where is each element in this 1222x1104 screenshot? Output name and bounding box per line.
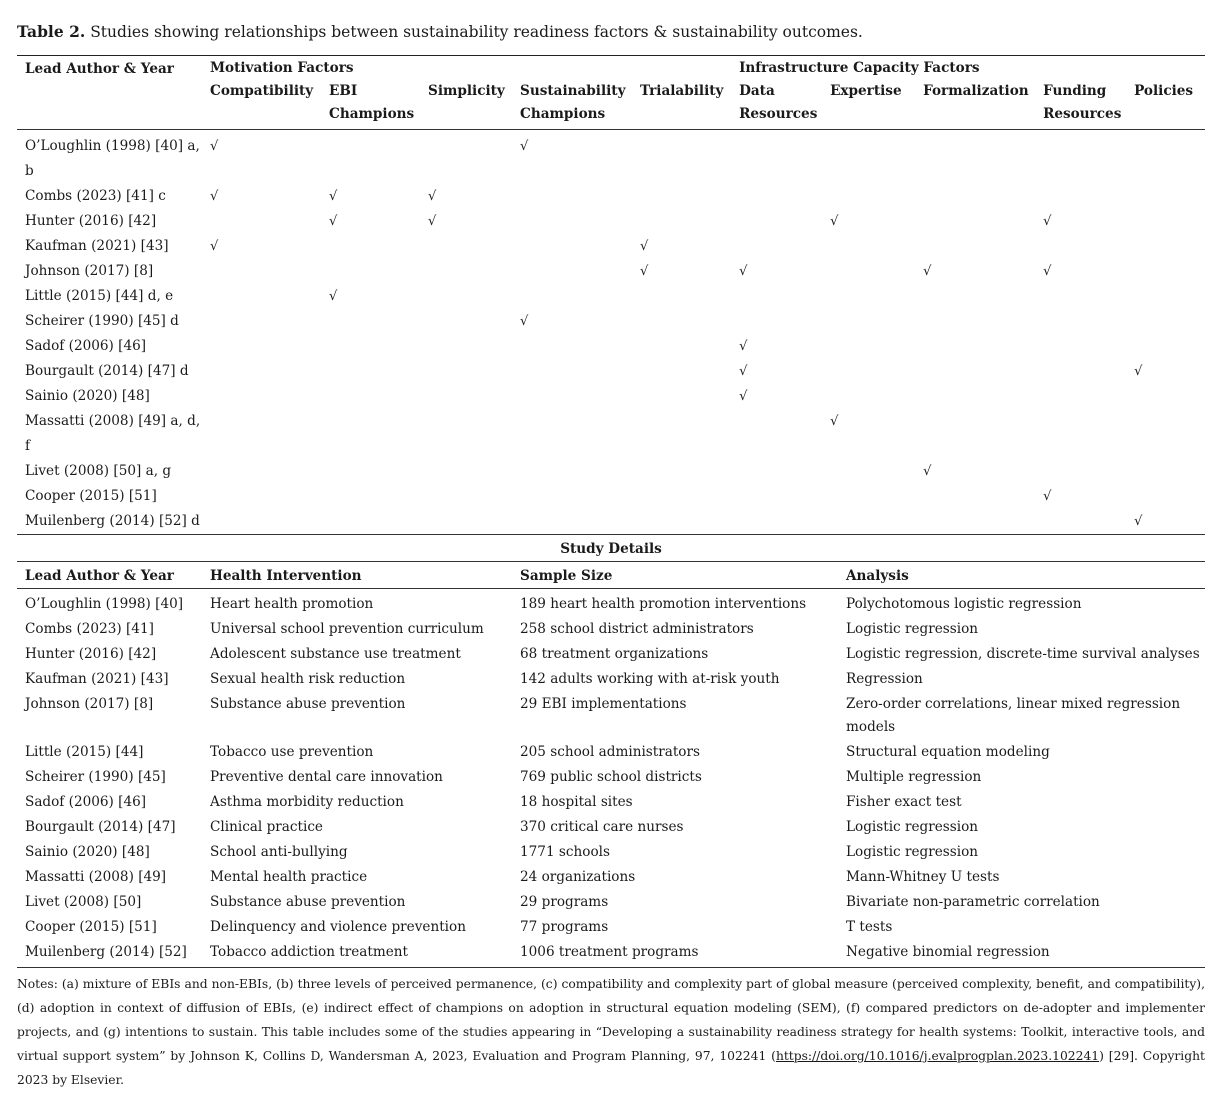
table-notes <box>17 972 1205 1092</box>
check-cell <box>420 384 512 409</box>
check-cell <box>321 284 420 309</box>
check-cell <box>202 509 321 534</box>
check-cell <box>822 384 915 409</box>
table-row <box>17 765 1205 790</box>
check-cell <box>202 209 321 234</box>
check-cell <box>420 209 512 234</box>
check-cell <box>512 209 632 234</box>
check-cell <box>321 384 420 409</box>
check-cell <box>632 509 731 534</box>
study-details-cell: Bourgault (2014) [47] <box>25 819 176 835</box>
check-cell <box>1126 509 1205 534</box>
notes-text: Notes: (a) mixture of EBIs and non-EBIs, (b) three levels of perceived permanence, (c) compatibility and complexity part of global measure (perceived complexity, benefit, and compatibility), (d) adoption in context of diffusion of EBIs, (e) indirect effect of champions on adoption in structural equation modeling (SEM), (f) compared predictors on de-adopter and implementer projects, and (g) intentions to sustain. This table includes some of the studies appearing in “Developing a sustainability readiness strategy for health systems: Toolkit, interactive tools, and virtual support system” by Johnson K, Collins D, Wandersman A, 2023, Evaluation and Program Planning, 97, 102241 ( <box>17 977 1205 1063</box>
check-cell <box>915 509 1035 534</box>
check-cell <box>321 334 420 359</box>
check-cell <box>1035 509 1126 534</box>
study-details-cell: Mental health practice <box>210 869 368 885</box>
check-mark-icon: √ <box>329 289 338 304</box>
check-cell <box>632 459 731 484</box>
check-cell <box>731 459 822 484</box>
check-mark-icon: √ <box>640 239 649 254</box>
check-mark-icon: √ <box>739 364 748 379</box>
check-mark-icon: √ <box>923 464 932 479</box>
check-cell <box>1126 209 1205 234</box>
check-cell <box>512 334 632 359</box>
check-cell <box>321 484 420 509</box>
author-cell: Sainio (2020) [48] <box>25 388 150 404</box>
check-cell <box>512 509 632 534</box>
check-cell <box>420 459 512 484</box>
study-details-cell: Preventive dental care innovation <box>210 769 443 785</box>
check-cell <box>321 259 420 284</box>
check-cell <box>202 409 321 459</box>
check-mark-icon: √ <box>210 139 219 154</box>
factor-column-header: Simplicity <box>428 83 505 99</box>
study-details-cell: 370 critical care nurses <box>520 819 684 835</box>
check-mark-icon: √ <box>1043 264 1052 279</box>
check-cell <box>915 284 1035 309</box>
check-cell <box>822 484 915 509</box>
check-cell <box>822 459 915 484</box>
check-mark-icon: √ <box>1134 514 1143 529</box>
check-cell <box>731 309 822 334</box>
study-details-cell: Logistic regression <box>846 621 979 637</box>
bottom-rule <box>17 967 1205 968</box>
check-cell <box>915 184 1035 209</box>
check-cell <box>420 309 512 334</box>
check-cell <box>321 409 420 459</box>
check-cell <box>1126 359 1205 384</box>
author-cell: Combs (2023) [41] c <box>25 188 166 204</box>
check-cell <box>915 209 1035 234</box>
table-row <box>17 692 1205 740</box>
factor-column-header: Data Resources <box>739 83 818 122</box>
check-cell <box>202 134 321 184</box>
check-cell <box>915 334 1035 359</box>
table-row <box>17 334 1205 359</box>
check-cell <box>632 284 731 309</box>
check-cell <box>512 134 632 184</box>
check-cell <box>731 359 822 384</box>
study-details-table <box>17 562 1205 965</box>
study-details-cell: 68 treatment organizations <box>520 646 709 662</box>
check-cell <box>822 234 915 259</box>
check-cell <box>731 284 822 309</box>
check-cell <box>1126 459 1205 484</box>
table-row <box>17 865 1205 890</box>
author-cell: Livet (2008) [50] a, g <box>25 463 172 479</box>
check-cell <box>420 284 512 309</box>
check-cell <box>1126 334 1205 359</box>
study-details-cell: 77 programs <box>520 919 609 935</box>
table-caption-label: Table 2. <box>17 22 86 41</box>
check-cell <box>915 259 1035 284</box>
check-cell <box>202 359 321 384</box>
check-cell <box>512 184 632 209</box>
table-row <box>17 589 1205 618</box>
check-cell <box>1035 284 1126 309</box>
check-cell <box>420 359 512 384</box>
check-cell <box>632 409 731 459</box>
check-mark-icon: √ <box>329 189 338 204</box>
check-cell <box>1126 309 1205 334</box>
infrastructure-group-header: Infrastructure Capacity Factors <box>739 60 980 76</box>
check-mark-icon: √ <box>520 314 529 329</box>
study-details-cell: Combs (2023) [41] <box>25 621 154 637</box>
check-cell <box>915 359 1035 384</box>
study-details-cell: Little (2015) [44] <box>25 744 144 760</box>
check-cell <box>915 384 1035 409</box>
study-details-column-header: Lead Author & Year <box>25 568 174 584</box>
study-details-cell: Sexual health risk reduction <box>210 671 406 687</box>
check-mark-icon: √ <box>1043 214 1052 229</box>
author-cell: Kaufman (2021) [43] <box>25 238 169 254</box>
author-cell: Cooper (2015) [51] <box>25 488 157 504</box>
check-cell <box>1035 409 1126 459</box>
table-row <box>17 915 1205 940</box>
study-details-cell: Delinquency and violence prevention <box>210 919 466 935</box>
study-details-cell: Cooper (2015) [51] <box>25 919 157 935</box>
check-cell <box>420 134 512 184</box>
check-cell <box>1035 234 1126 259</box>
check-mark-icon: √ <box>1134 364 1143 379</box>
check-cell <box>731 134 822 184</box>
study-details-cell: Logistic regression <box>846 819 979 835</box>
check-mark-icon: √ <box>1043 489 1052 504</box>
check-cell <box>822 309 915 334</box>
check-cell <box>512 259 632 284</box>
check-cell <box>1035 359 1126 384</box>
study-details-body <box>17 589 1205 966</box>
table-caption-text: Studies showing relationships between sustainability readiness factors & sustainability outcomes. <box>85 23 863 41</box>
table-row <box>17 459 1205 484</box>
table-row <box>17 815 1205 840</box>
author-cell: Scheirer (1990) [45] d <box>25 313 179 329</box>
study-details-column-header: Health Intervention <box>210 568 362 584</box>
readiness-table-header <box>17 56 1205 130</box>
motivation-group-header: Motivation Factors <box>210 60 354 76</box>
readiness-factors-table <box>17 56 1205 534</box>
check-cell <box>731 184 822 209</box>
study-details-title: Study Details <box>560 541 662 557</box>
table-row <box>17 740 1205 765</box>
check-mark-icon: √ <box>923 264 932 279</box>
check-cell <box>1126 284 1205 309</box>
check-cell <box>321 184 420 209</box>
table-row <box>17 209 1205 234</box>
check-cell <box>632 334 731 359</box>
study-details-cell: O’Loughlin (1998) [40] <box>17 589 202 618</box>
check-cell <box>1126 184 1205 209</box>
check-cell <box>202 384 321 409</box>
check-cell <box>1126 484 1205 509</box>
check-mark-icon: √ <box>428 189 437 204</box>
study-details-cell: 1006 treatment programs <box>520 944 699 960</box>
check-cell <box>822 334 915 359</box>
check-cell <box>915 484 1035 509</box>
notes-text-end: ) [29]. Copyright 2023 by Elsevier. <box>17 1049 1205 1087</box>
study-details-cell: 29 EBI implementations <box>520 696 687 712</box>
check-mark-icon: √ <box>640 264 649 279</box>
author-cell: Massatti (2008) [49] a, d, f <box>25 413 201 454</box>
check-cell <box>512 409 632 459</box>
check-cell <box>512 234 632 259</box>
factor-column-header: Funding Resources <box>1043 83 1122 122</box>
check-cell <box>1126 409 1205 459</box>
table-row <box>17 790 1205 815</box>
study-details-cell: Universal school prevention curriculum <box>210 621 484 637</box>
study-details-cell: 205 school administrators <box>520 744 700 760</box>
check-cell <box>420 234 512 259</box>
study-details-cell: Asthma morbidity reduction <box>210 794 404 810</box>
check-cell <box>202 459 321 484</box>
check-cell <box>632 484 731 509</box>
study-details-cell: Adolescent substance use treatment <box>210 646 461 662</box>
check-cell <box>512 309 632 334</box>
check-cell <box>321 509 420 534</box>
doi-link[interactable]: https://doi.org/10.1016/j.evalprogplan.2023.102241 <box>775 1049 1100 1063</box>
study-details-cell: Logistic regression, discrete-time survival analyses <box>846 646 1200 662</box>
study-details-cell: Massatti (2008) [49] <box>25 869 167 885</box>
factor-column-header: Sustainability Champions <box>520 83 626 122</box>
check-cell <box>321 359 420 384</box>
study-details-cell: Heart health promotion <box>202 589 512 618</box>
check-cell <box>202 284 321 309</box>
study-details-column-header: Sample Size <box>520 568 613 584</box>
check-cell <box>420 259 512 284</box>
factor-column-header: Formalization <box>923 83 1029 99</box>
author-cell: Bourgault (2014) [47] d <box>25 363 189 379</box>
check-cell <box>1035 309 1126 334</box>
study-details-cell: T tests <box>846 919 893 935</box>
table-row <box>17 409 1205 459</box>
check-cell <box>731 209 822 234</box>
table-row <box>17 259 1205 284</box>
check-cell <box>731 234 822 259</box>
check-cell <box>420 334 512 359</box>
study-details-cell: Fisher exact test <box>846 794 962 810</box>
check-cell <box>1126 259 1205 284</box>
table-row <box>17 384 1205 409</box>
study-details-cell: Multiple regression <box>846 769 982 785</box>
check-cell <box>321 309 420 334</box>
check-cell <box>915 409 1035 459</box>
check-cell <box>420 409 512 459</box>
check-cell <box>321 459 420 484</box>
study-details-header-row <box>17 562 1205 589</box>
table-row <box>17 509 1205 534</box>
check-cell <box>731 509 822 534</box>
table-row <box>17 309 1205 334</box>
check-cell <box>632 259 731 284</box>
study-details-cell: Livet (2008) [50] <box>25 894 142 910</box>
check-cell <box>420 509 512 534</box>
check-mark-icon: √ <box>830 214 839 229</box>
study-details-cell: Bivariate non-parametric correlation <box>846 894 1100 910</box>
check-cell <box>1035 459 1126 484</box>
table-row <box>17 134 1205 184</box>
check-cell <box>822 359 915 384</box>
check-cell <box>822 259 915 284</box>
check-cell <box>512 484 632 509</box>
check-cell <box>202 309 321 334</box>
factor-column-header: Trialability <box>640 83 724 99</box>
check-cell <box>822 184 915 209</box>
study-details-cell: Tobacco use prevention <box>210 744 374 760</box>
check-cell <box>915 234 1035 259</box>
check-cell <box>632 209 731 234</box>
check-cell <box>512 284 632 309</box>
check-cell <box>731 259 822 284</box>
author-cell: Hunter (2016) [42] <box>25 213 157 229</box>
check-cell <box>731 409 822 459</box>
study-details-cell: Logistic regression <box>846 844 979 860</box>
check-cell <box>822 284 915 309</box>
check-cell <box>632 384 731 409</box>
study-details-cell: 29 programs <box>520 894 609 910</box>
check-cell <box>1035 384 1126 409</box>
factor-column-header: Policies <box>1134 83 1194 99</box>
check-cell <box>632 134 731 184</box>
check-cell <box>632 359 731 384</box>
table-row <box>17 840 1205 865</box>
factor-column-header: EBI Champions <box>329 83 415 122</box>
check-cell <box>822 209 915 234</box>
check-cell <box>731 334 822 359</box>
check-cell <box>731 484 822 509</box>
readiness-table-body <box>17 130 1205 535</box>
author-cell: Sadof (2006) [46] <box>25 338 147 354</box>
table-row <box>17 667 1205 692</box>
check-cell <box>1035 484 1126 509</box>
table-row <box>17 359 1205 384</box>
check-mark-icon: √ <box>428 214 437 229</box>
check-cell <box>915 134 1035 184</box>
study-details-cell: 258 school district administrators <box>520 621 754 637</box>
check-cell <box>1126 134 1205 184</box>
check-cell <box>512 459 632 484</box>
author-cell: Little (2015) [44] d, e <box>25 288 174 304</box>
check-mark-icon: √ <box>210 189 219 204</box>
table-row <box>17 890 1205 915</box>
study-details-cell: 189 heart health promotion interventions <box>512 589 838 618</box>
table-row <box>17 642 1205 667</box>
factor-column-header: Expertise <box>830 83 902 99</box>
check-mark-icon: √ <box>739 339 748 354</box>
table-row <box>17 284 1205 309</box>
study-details-cell: Polychotomous logistic regression <box>838 589 1205 618</box>
study-details-cell: Johnson (2017) [8] <box>25 696 154 712</box>
study-details-cell: Tobacco addiction treatment <box>210 944 408 960</box>
check-cell <box>1035 184 1126 209</box>
check-cell <box>1035 134 1126 184</box>
check-cell <box>1035 209 1126 234</box>
author-cell: O’Loughlin (1998) [40] a, b <box>25 138 200 179</box>
study-details-cell: 24 organizations <box>520 869 636 885</box>
check-mark-icon: √ <box>830 414 839 429</box>
check-cell <box>512 384 632 409</box>
study-details-cell: Structural equation modeling <box>846 744 1050 760</box>
study-details-cell: 142 adults working with at-risk youth <box>520 671 780 687</box>
study-details-cell: Zero-order correlations, linear mixed regression models <box>846 696 1181 735</box>
check-mark-icon: √ <box>739 389 748 404</box>
factor-column-header: Compatibility <box>210 83 314 99</box>
check-cell <box>822 509 915 534</box>
table-row <box>17 484 1205 509</box>
study-details-cell: Scheirer (1990) [45] <box>25 769 166 785</box>
check-mark-icon: √ <box>739 264 748 279</box>
check-cell <box>321 209 420 234</box>
check-cell <box>632 234 731 259</box>
check-mark-icon: √ <box>210 239 219 254</box>
table-row <box>17 940 1205 965</box>
check-cell <box>822 134 915 184</box>
study-details-cell: Substance abuse prevention <box>210 894 406 910</box>
check-mark-icon: √ <box>329 214 338 229</box>
check-cell <box>1126 384 1205 409</box>
study-details-cell: Mann-Whitney U tests <box>846 869 1000 885</box>
study-details-cell: 18 hospital sites <box>520 794 633 810</box>
check-cell <box>321 234 420 259</box>
study-details-cell: 1771 schools <box>520 844 610 860</box>
study-details-cell: School anti-bullying <box>210 844 348 860</box>
check-cell <box>202 184 321 209</box>
study-details-cell: Muilenberg (2014) [52] <box>25 944 187 960</box>
check-cell <box>632 309 731 334</box>
check-cell <box>731 384 822 409</box>
check-cell <box>202 234 321 259</box>
check-cell <box>1126 234 1205 259</box>
study-details-cell: Sadof (2006) [46] <box>25 794 147 810</box>
study-details-cell: Clinical practice <box>210 819 323 835</box>
study-details-cell: Hunter (2016) [42] <box>25 646 157 662</box>
table-row <box>17 234 1205 259</box>
study-details-column-header: Analysis <box>846 568 909 584</box>
table-row <box>17 617 1205 642</box>
table-caption <box>17 21 1205 43</box>
study-details-cell: Negative binomial regression <box>846 944 1050 960</box>
study-details-cell: Regression <box>846 671 923 687</box>
author-cell: Muilenberg (2014) [52] d <box>25 513 200 529</box>
check-cell <box>1035 334 1126 359</box>
table-row <box>17 184 1205 209</box>
check-cell <box>202 334 321 359</box>
check-cell <box>420 484 512 509</box>
study-details-cell: Kaufman (2021) [43] <box>25 671 169 687</box>
check-cell <box>321 134 420 184</box>
study-details-cell: Sainio (2020) [48] <box>25 844 150 860</box>
check-cell <box>1035 259 1126 284</box>
check-mark-icon: √ <box>520 139 529 154</box>
check-cell <box>915 459 1035 484</box>
study-details-cell: Substance abuse prevention <box>210 696 406 712</box>
check-cell <box>632 184 731 209</box>
study-details-cell: 769 public school districts <box>520 769 702 785</box>
check-cell <box>915 309 1035 334</box>
check-cell <box>202 484 321 509</box>
author-cell: Johnson (2017) [8] <box>25 263 154 279</box>
check-cell <box>420 184 512 209</box>
table-document <box>17 21 1205 1104</box>
check-cell <box>512 359 632 384</box>
author-column-header: Lead Author & Year <box>25 61 174 77</box>
check-cell <box>822 409 915 459</box>
check-cell <box>202 259 321 284</box>
